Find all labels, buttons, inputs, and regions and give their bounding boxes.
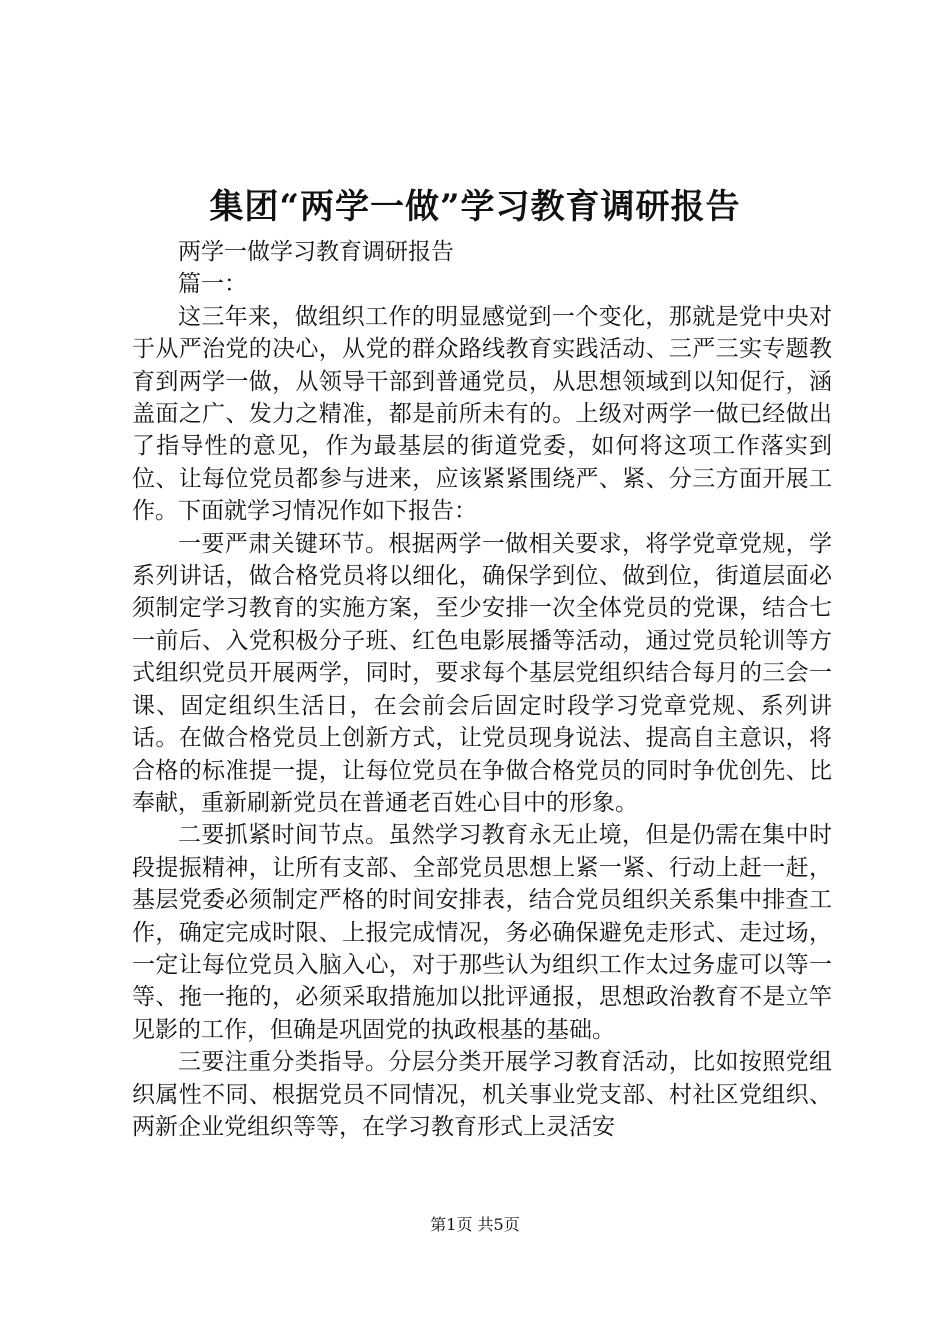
body-paragraph-intro: 这三年来，做组织工作的明显感觉到一个变化，那就是党中央对于从严治党的决心，从党的群众路线教育实践活动、三严三实专题教育到两学一做，从领导干部到普通党员，从思想领域到以知促行，涵盖面之广、发力之精准，都是前所未有的。上级对两学一做已经做出了指导性的意见，作为最基层的街道党委，如何将这项工作落实到位、让每位党员都参与进来，应该紧紧围绕严、紧、分三方面开展工作。下面就学习情况作如下报告： [132,303,832,525]
body-paragraph-first-point: 一要严肃关键环节。根据两学一做相关要求，将学党章党规，学系列讲话，做合格党员将以细化，确保学到位、做到位，街道层面必须制定学习教育的实施方案，至少安排一次全体党员的党课，结合七一前后、入党积极分子班、红色电影展播等活动，通过党员轮训等方式组织党员开展两学，同时，要求每个基层党组织结合每月的三会一课、固定组织生活日，在会前会后固定时段学习党章党规、系列讲话。在做合格党员上创新方式，让党员现身说法、提高自主意识，将合格的标准提一提，让每位党员在争做合格党员的同时争优创先、比奉献，重新刷新党员在普通老百姓心目中的形象。 [132,530,832,816]
subtitle-paragraph: 两学一做学习教育调研报告 [178,239,454,265]
section-label-paragraph: 篇一： [178,271,247,298]
document-body [132,236,832,1143]
body-paragraph-third-point: 三要注重分类指导。分层分类开展学习教育活动，比如按照党组织属性不同、根据党员不同情况，机关事业党支部、村社区党组织、两新企业党组织等等，在学习教育形式上灵活安 [132,1049,832,1140]
page-footer: 第1页 共5页 [430,1215,520,1234]
body-paragraph-second-point: 二要抓紧时间节点。虽然学习教育永无止境，但是仍需在集中时段提振精神，让所有支部、全部党员思想上紧一紧、行动上赶一赶，基层党委必须制定严格的时间安排表，结合党员组织关系集中排查工作，确定完成时限、上报完成情况，务必确保避免走形式、走过场，一定让每位党员入脑入心，对于那些认为组织工作太过务虚可以等一等、拖一拖的，必须采取措施加以批评通报，思想政治教育不是立竿见影的工作，但确是巩固党的执政根基的基础。 [132,822,832,1043]
document-title: 集团“两学一做”学习教育调研报告 [209,187,741,227]
